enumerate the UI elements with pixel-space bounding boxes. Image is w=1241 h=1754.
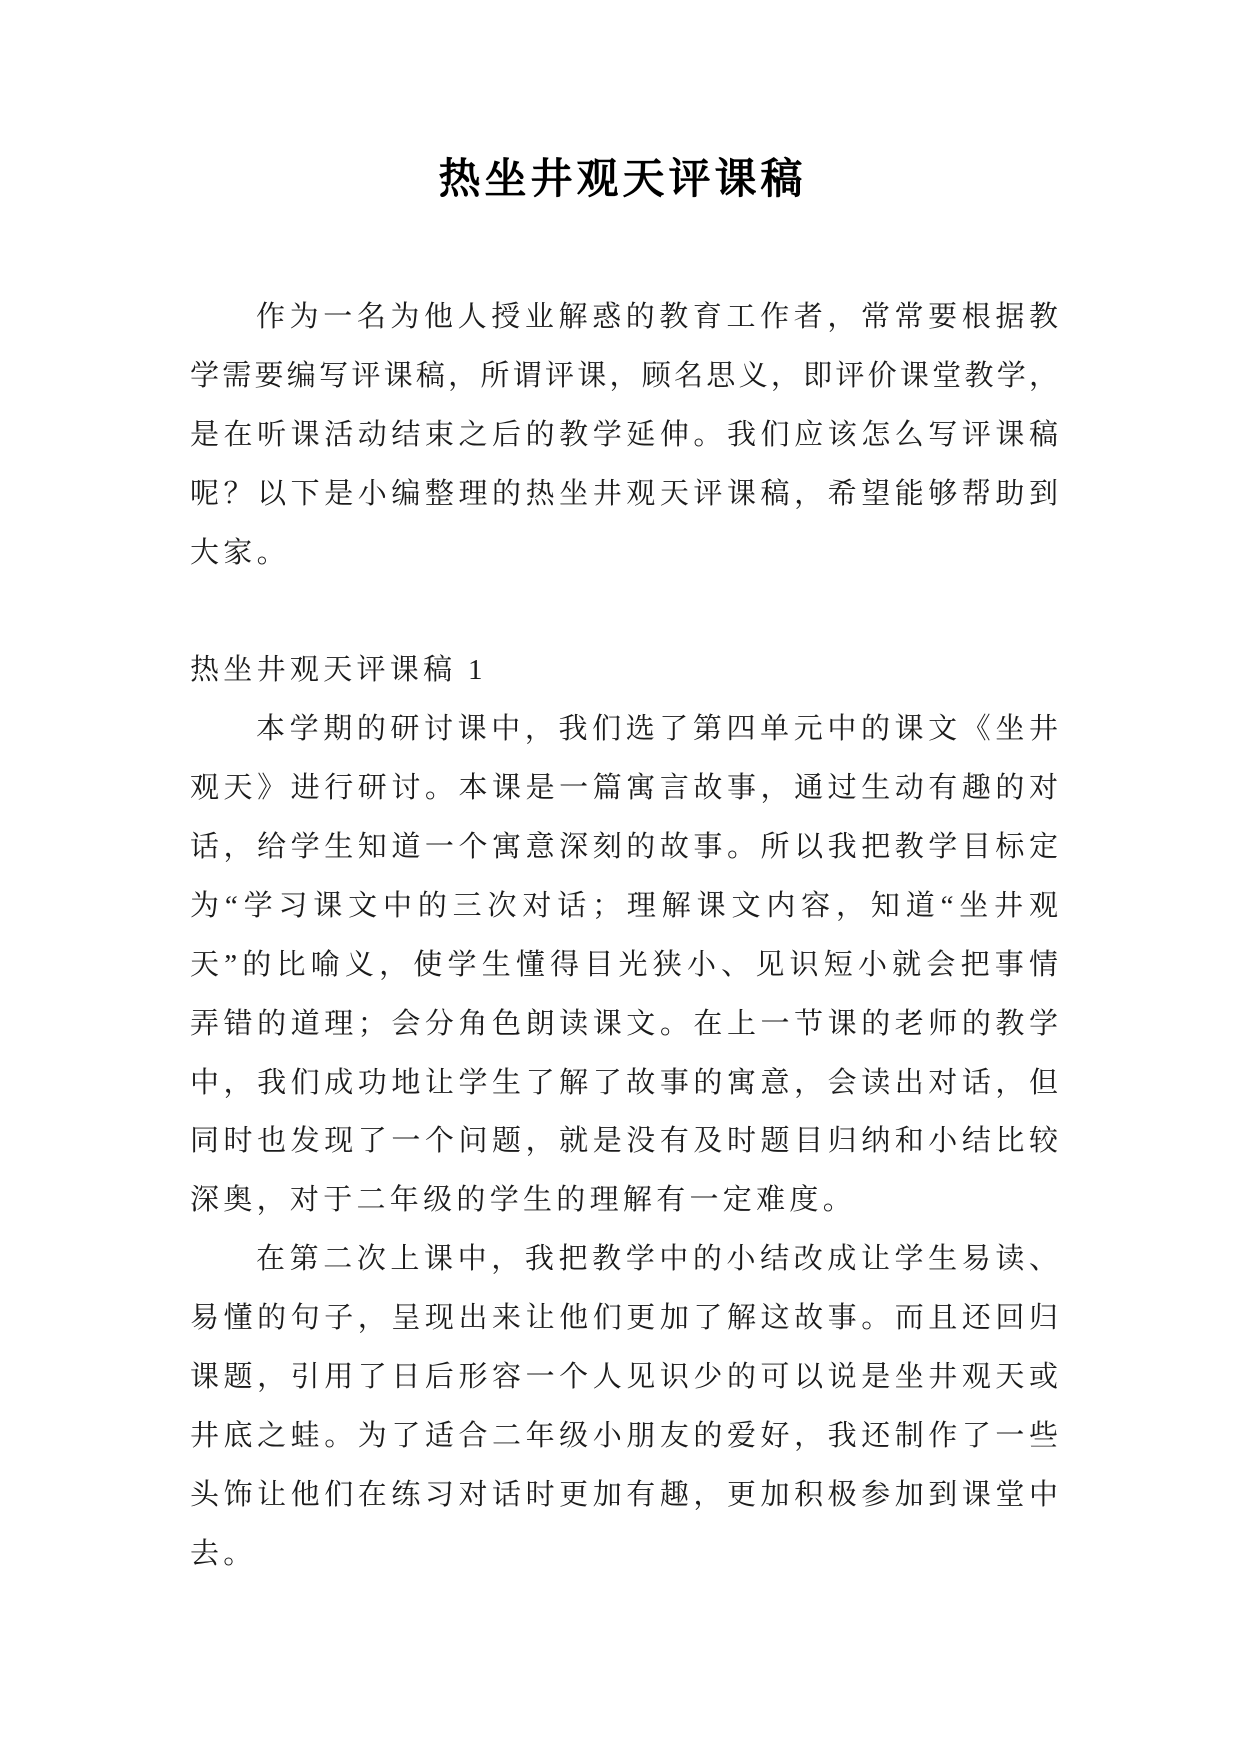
paragraph-line: 大家。 xyxy=(190,536,290,569)
paragraph-line: 话，给学生知道一个寓意深刻的故事。所以我把教学目标定 xyxy=(190,831,1058,864)
paragraph-line: 观天》进行研讨。本课是一篇寓言故事，通过生动有趣的对 xyxy=(190,772,1058,805)
paragraph-line: 天”的比喻义，使学生懂得目光狭小、见识短小就会把事情 xyxy=(190,948,1058,981)
paragraph-line: 易懂的句子，呈现出来让他们更加了解这故事。而且还回归 xyxy=(190,1302,1058,1335)
paragraph-line: 课题，引用了日后形容一个人见识少的可以说是坐井观天或 xyxy=(190,1361,1058,1394)
paragraph-line: 为“学习课文中的三次对话；理解课文内容，知道“坐井观 xyxy=(190,889,1058,922)
paragraph-line: 本学期的研讨课中，我们选了第四单元中的课文《坐井 xyxy=(256,713,1058,746)
paragraph-line: 井底之蛙。为了适合二年级小朋友的爱好，我还制作了一些 xyxy=(190,1419,1058,1452)
paragraph-line: 学需要编写评课稿，所谓评课，顾名思义，即评价课堂教学， xyxy=(190,359,1058,392)
intro-paragraph xyxy=(190,288,1058,582)
paragraph-line: 呢？以下是小编整理的热坐井观天评课稿，希望能够帮助到 xyxy=(190,477,1058,510)
blank-line xyxy=(190,582,1058,641)
body-paragraph-1 xyxy=(190,700,1058,1230)
paragraph-line: 深奥，对于二年级的学生的理解有一定难度。 xyxy=(190,1184,857,1217)
paragraph-line: 同时也发现了一个问题，就是没有及时题目归纳和小结比较 xyxy=(190,1125,1058,1158)
paragraph-line: 弄错的道理；会分角色朗读课文。在上一节课的老师的教学 xyxy=(190,1007,1058,1040)
document-body xyxy=(190,288,1058,1584)
paragraph-line: 去。 xyxy=(190,1537,257,1570)
section-heading: 热坐井观天评课稿 1 xyxy=(190,654,487,687)
document-title: 热坐井观天评课稿 xyxy=(438,157,807,203)
paragraph-line: 中，我们成功地让学生了解了故事的寓意，会读出对话，但 xyxy=(190,1066,1058,1099)
paragraph-line: 头饰让他们在练习对话时更加有趣，更加积极参加到课堂中 xyxy=(190,1478,1058,1511)
paragraph-line: 是在听课活动结束之后的教学延伸。我们应该怎么写评课稿 xyxy=(190,418,1058,451)
paragraph-line: 作为一名为他人授业解惑的教育工作者，常常要根据教 xyxy=(256,301,1058,333)
paragraph-line: 在第二次上课中，我把教学中的小结改成让学生易读、 xyxy=(256,1243,1058,1276)
body-paragraph-2 xyxy=(190,1230,1058,1583)
